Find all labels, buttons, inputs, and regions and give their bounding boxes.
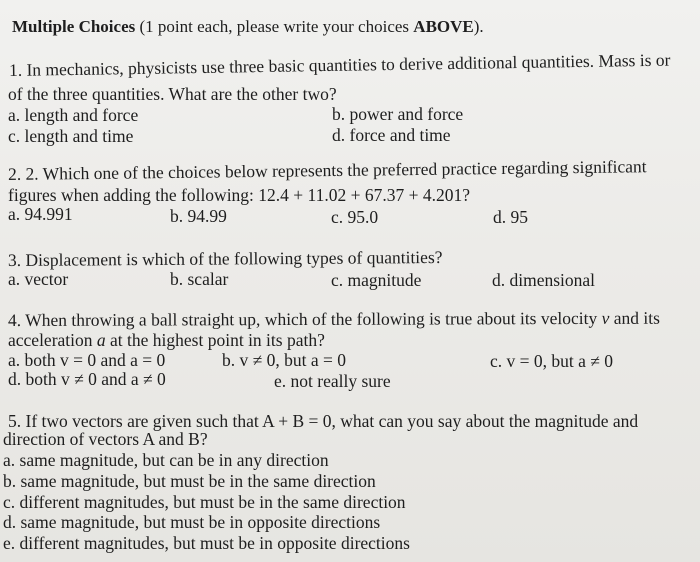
question-4-line-1 <box>7 307 660 330</box>
q4-option-e: e. not really sure <box>274 371 391 391</box>
q2-option-b: b. 94.99 <box>170 206 227 226</box>
question-1-line-2: of the three quantities. What are the other two? <box>8 84 337 104</box>
question-5-line-2: direction of vectors A and B? <box>3 429 208 449</box>
q4-option-c: c. v = 0, but a ≠ 0 <box>490 351 613 371</box>
q3-option-b: b. scalar <box>170 269 229 289</box>
q5-option-c: c. different magnitudes, but must be in the same direction <box>3 492 406 512</box>
question-5-line-1: 5. If two vectors are given such that A + B = 0, what can you say about the magnitude and <box>8 411 639 431</box>
q4-option-a: a. both v = 0 and a = 0 <box>8 350 166 370</box>
q4-line-1-pre: 4. When throwing a ball straight up, which of the following is true about its velocity <box>7 307 602 330</box>
q4-option-d: d. both v ≠ 0 and a ≠ 0 <box>8 369 166 389</box>
question-3-line-1: 3. Displacement is which of the following types of quantities? <box>7 246 443 270</box>
q4-line-1-post: and its <box>609 307 660 328</box>
q1-option-a: a. length and force <box>8 105 139 125</box>
q1-option-c: c. length and time <box>8 126 134 146</box>
header-title: Multiple Choices <box>12 17 136 36</box>
question-4-line-2 <box>8 332 325 350</box>
q1-option-b: b. power and force <box>332 104 464 124</box>
q1-option-d: d. force and time <box>332 125 451 145</box>
q5-option-a: a. same magnitude, but can be in any direction <box>3 450 329 470</box>
header-emphasis: ABOVE <box>413 17 474 36</box>
q4-line-2-pre: acceleration <box>8 330 97 350</box>
q4-line-2-post: at the highest point in its path? <box>105 330 325 350</box>
q3-option-a: a. vector <box>8 269 69 289</box>
q4-option-b: b. v ≠ 0, but a = 0 <box>222 350 346 370</box>
section-header <box>12 18 484 35</box>
q5-option-e: e. different magnitudes, but must be in opposite directions <box>3 533 410 553</box>
question-2-line-1: 2. 2. Which one of the choices below represents the preferred practice regarding significant <box>7 156 647 184</box>
header-end: ). <box>473 17 484 36</box>
question-1-line-1: 1. In mechanics, physicists use three basic quantities to derive additional quantities. Mass is or <box>8 49 671 80</box>
q4-acceleration-symbol: a <box>96 330 106 350</box>
q2-option-a: a. 94.991 <box>8 204 73 224</box>
header-instruction: (1 point each, please write your choices <box>135 17 414 36</box>
q3-option-d: d. dimensional <box>492 270 596 290</box>
q3-option-c: c. magnitude <box>331 270 422 290</box>
q2-option-d: d. 95 <box>493 207 528 227</box>
q2-option-c: c. 95.0 <box>331 207 379 227</box>
question-2-line-2: figures when adding the following: 12.4 + 11.02 + 67.37 + 4.201? <box>8 185 471 205</box>
q5-option-b: b. same magnitude, but must be in the same direction <box>3 471 376 491</box>
q5-option-d: d. same magnitude, but must be in opposite directions <box>3 512 381 532</box>
q4-velocity-symbol: v <box>601 307 610 328</box>
